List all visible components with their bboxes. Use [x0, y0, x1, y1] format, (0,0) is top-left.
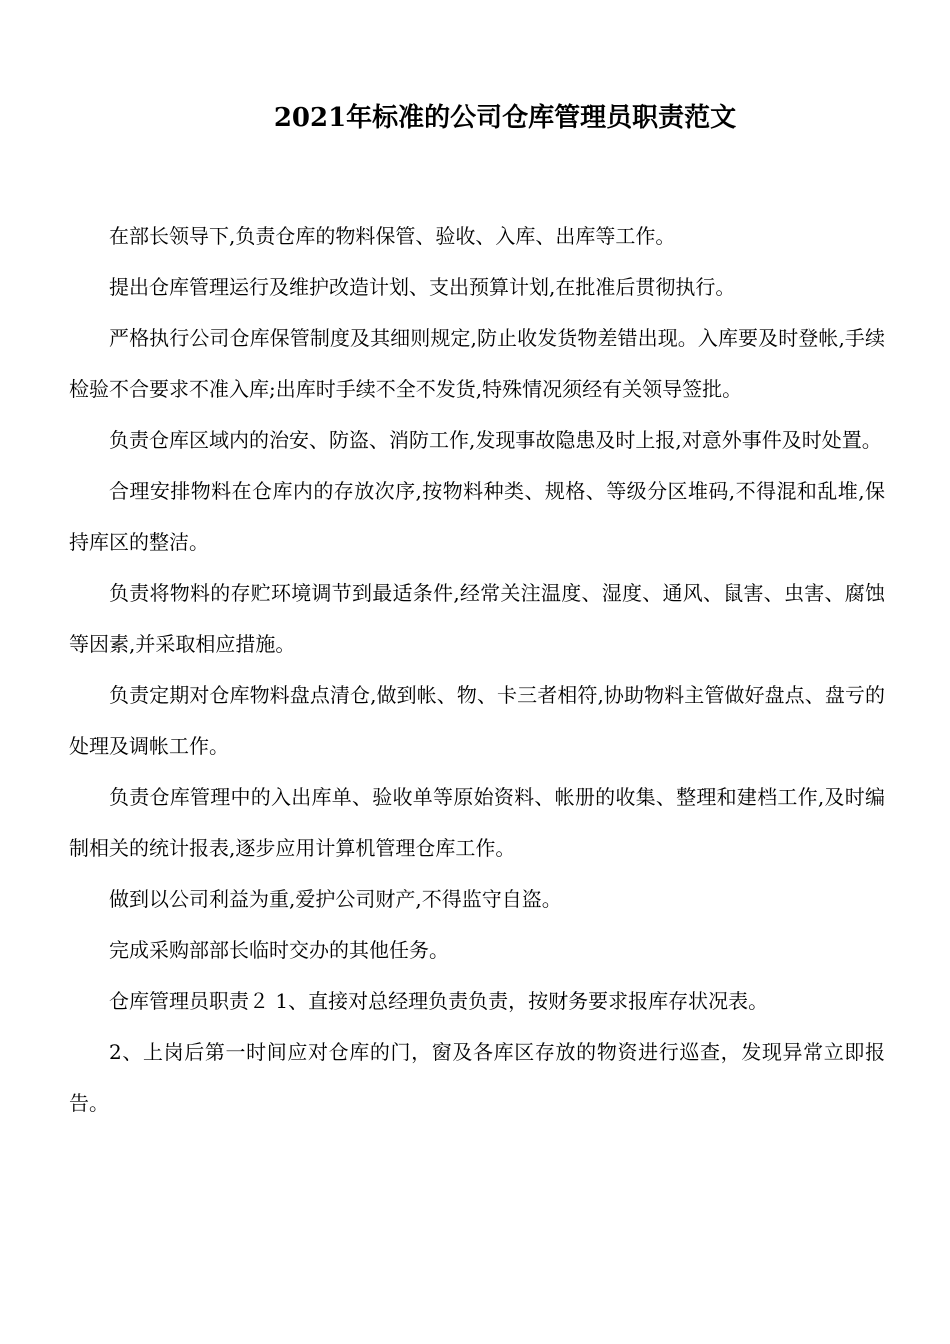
paragraph: 提出仓库管理运行及维护改造计划、支出预算计划,在批准后贯彻执行。 [109, 275, 736, 299]
paragraph: 合理安排物料在仓库内的存放次序,按物料种类、规格、等级分区堆码,不得混和乱堆,保持库区的整洁。 [69, 479, 885, 554]
paragraph: 负责仓库区域内的治安、防盗、消防工作,发现事故隐患及时上报,对意外事件及时处置。 [109, 428, 882, 452]
paragraph: 负责将物料的存贮环境调节到最适条件,经常关注温度、湿度、通风、鼠害、虫害、腐蚀等因素,并采取相应措施。 [69, 581, 885, 656]
paragraph: 负责定期对仓库物料盘点清仓,做到帐、物、卡三者相符,协助物料主管做好盘点、盘亏的处理及调帐工作。 [69, 683, 885, 758]
paragraph: 在部长领导下,负责仓库的物料保管、验收、入库、出库等工作。 [109, 224, 676, 248]
paragraph: 2、上岗后第一时间应对仓库的门，窗及各库区存放的物资进行巡查，发现异常立即报告。 [69, 1040, 885, 1115]
document-title: 2021年标准的公司仓库管理员职责范文 [273, 103, 737, 133]
document-body [69, 211, 885, 1129]
paragraph: 严格执行公司仓库保管制度及其细则规定,防止收发货物差错出现。入库要及时登帐,手续检验不合要求不准入库;出库时手续不全不发货,特殊情况须经有关领导签批。 [69, 326, 885, 401]
paragraph: 做到以公司利益为重,爱护公司财产,不得监守自盗。 [109, 887, 562, 911]
paragraph: 完成采购部部长临时交办的其他任务。 [109, 938, 449, 962]
paragraph: 仓库管理员职责２ 1、直接对总经理负责负责，按财务要求报库存状况表。 [109, 989, 769, 1013]
paragraph: 负责仓库管理中的入出库单、验收单等原始资料、帐册的收集、整理和建档工作,及时编制相关的统计报表,逐步应用计算机管理仓库工作。 [69, 785, 885, 860]
